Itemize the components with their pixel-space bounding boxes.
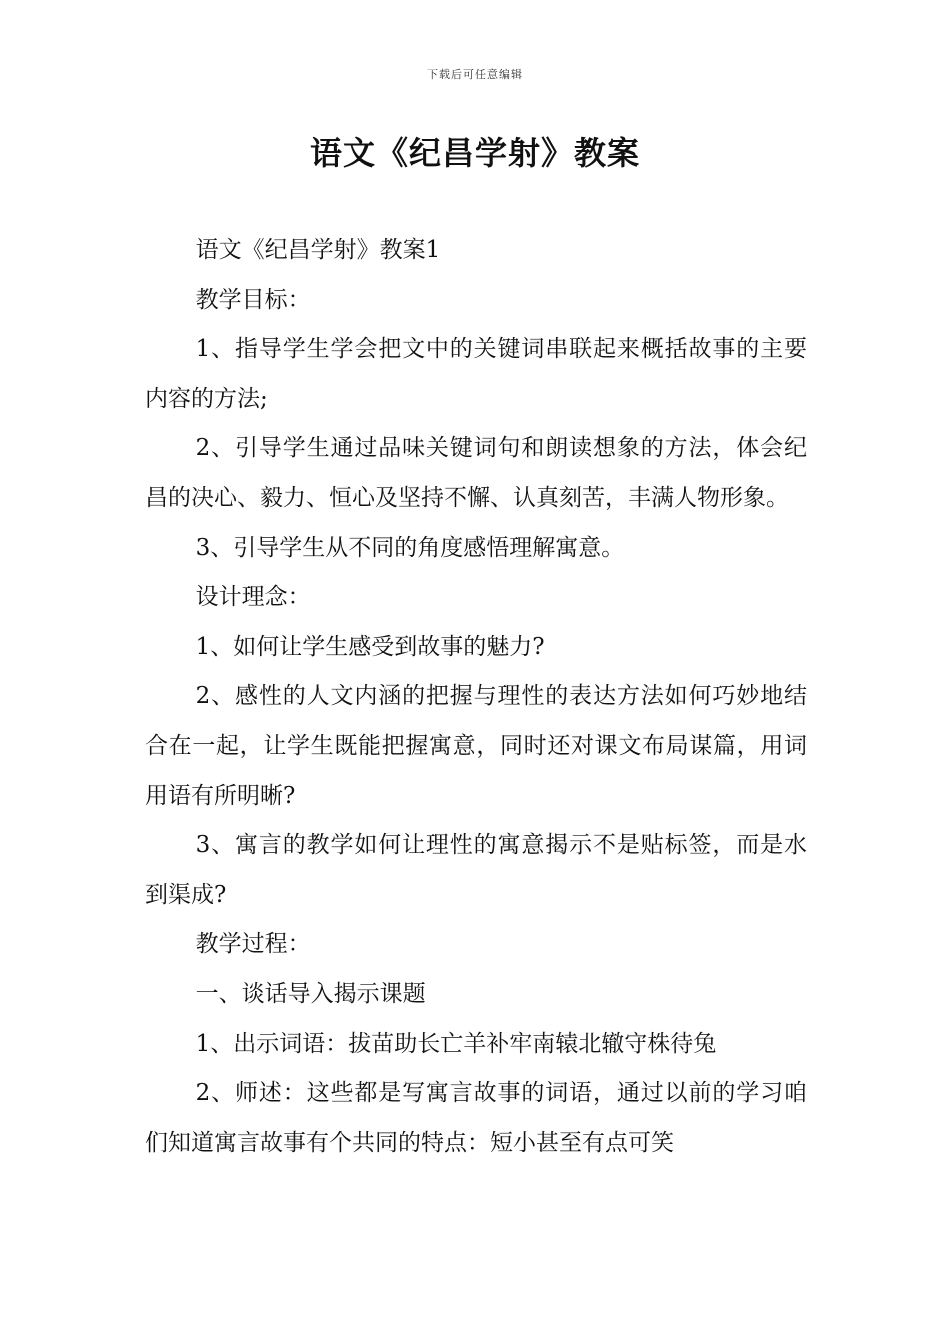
- paragraph-lesson-heading: 语文《纪昌学射》教案1: [195, 237, 441, 263]
- paragraph-objective-2: 2、引导学生通过品味关键词句和朗读想象的方法，体会纪昌的决心、毅力、恒心及坚持不懈、认真刻苦，丰满人物形象。: [145, 435, 807, 511]
- paragraph-objective-3: 3、引导学生从不同的角度感悟理解寓意。: [195, 534, 625, 561]
- paragraph-concept-2: 2、感性的人文内涵的把握与理性的表达方法如何巧妙地结合在一起，让学生既能把握寓意，同时还对课文布局谋篇，用词用语有所明晰?: [145, 683, 807, 809]
- document-title: 语文《纪昌学射》教案: [309, 134, 640, 172]
- paragraph-concept-1: 1、如何让学生感受到故事的魅力?: [195, 633, 545, 660]
- paragraph-concept-3: 3、寓言的教学如何让理性的寓意揭示不是贴标签，而是水到渠成?: [145, 832, 807, 908]
- header-note: 下载后可任意编辑: [427, 68, 523, 81]
- paragraph-section-1-heading: 一、谈话导入揭示课题: [195, 980, 426, 1007]
- paragraph-concept-heading: 设计理念：: [195, 584, 311, 611]
- paragraph-objectives-heading: 教学目标：: [195, 286, 311, 313]
- paragraph-objective-1: 1、指导学生学会把文中的关键词串联起来概括故事的主要内容的方法;: [145, 336, 807, 412]
- paragraph-process-heading: 教学过程：: [195, 931, 311, 958]
- paragraph-step-2: 2、师述：这些都是写寓言故事的词语，通过以前的学习咱们知道寓言故事有个共同的特点：短小甚至有点可笑: [145, 1080, 807, 1156]
- document-body: [145, 226, 807, 1168]
- paragraph-step-1: 1、出示词语：拔苗助长亡羊补牢南辕北辙守株待兔: [195, 1030, 717, 1057]
